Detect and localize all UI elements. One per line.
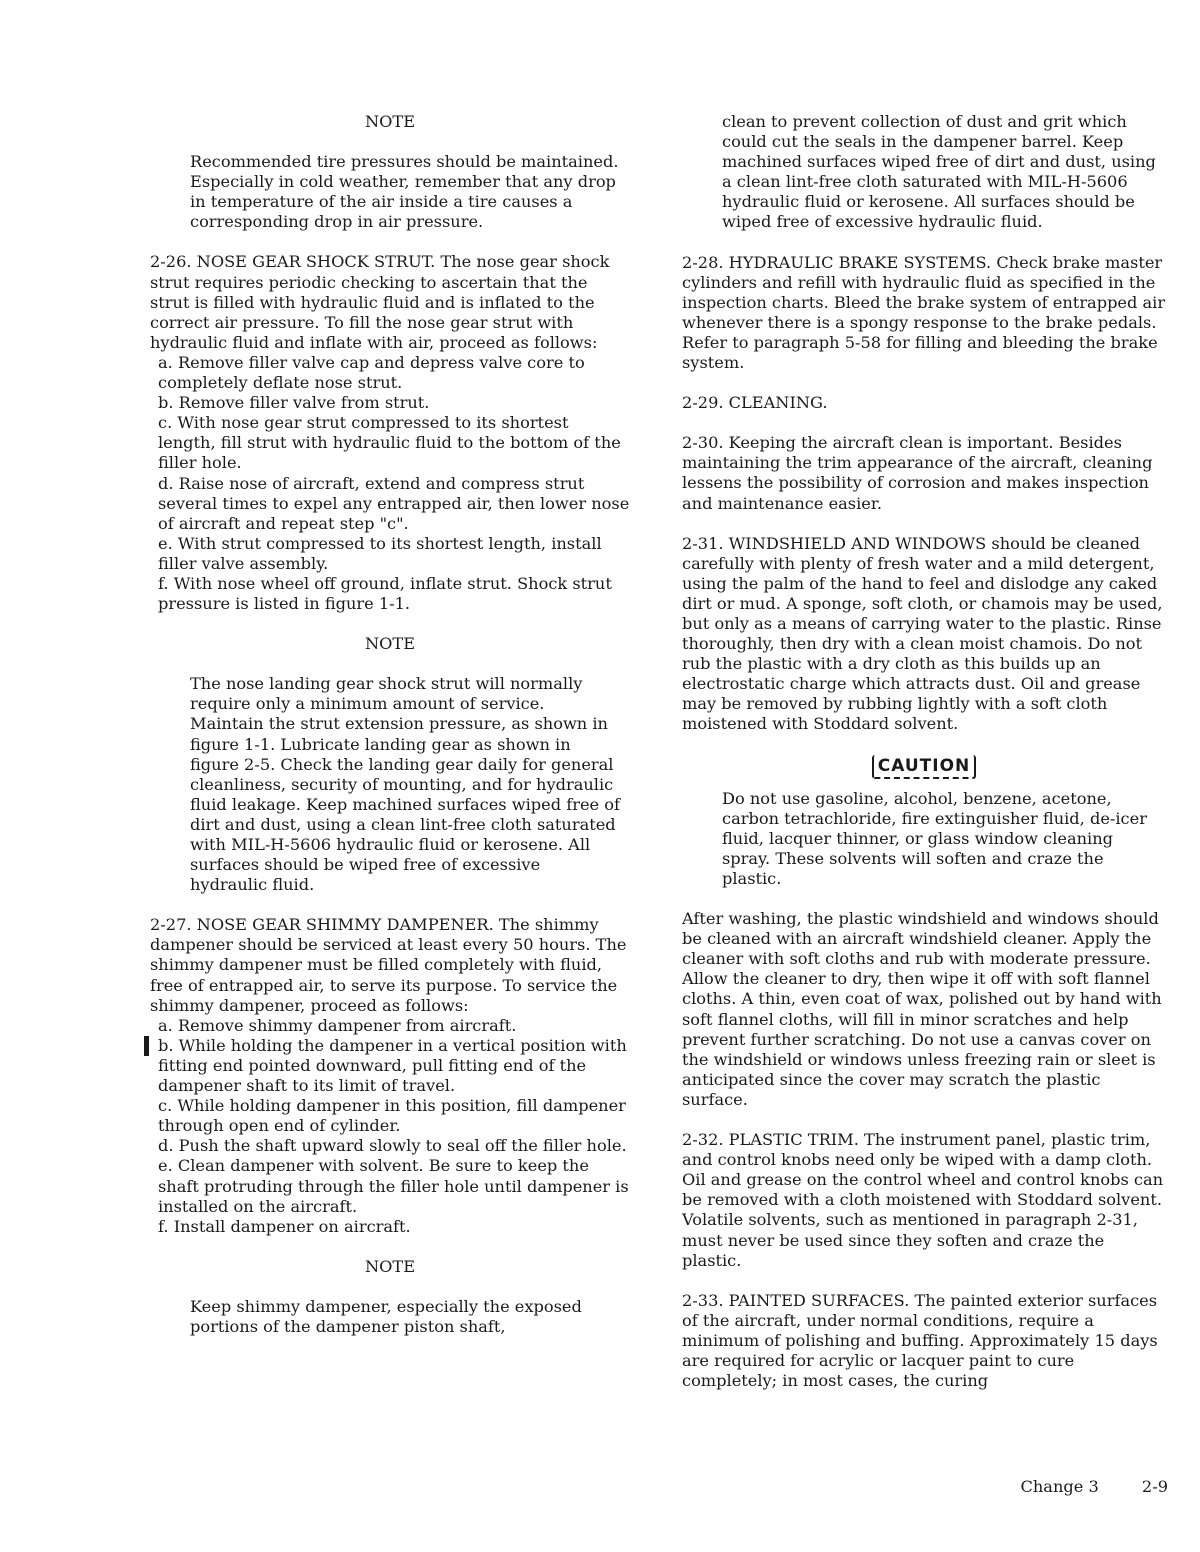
note-label: NOTE <box>364 112 416 131</box>
caution-text: Do not use gasoline, alcohol, benzene, acetone, carbon tetrachloride, fire extinguisher fluid, de-icer fluid, lacquer thinner, or glass window cleaning spray. These solvents will soften and craze the plastic. <box>722 788 1147 888</box>
change-bar <box>144 1036 149 1056</box>
step: f. Install dampener on aircraft. <box>158 1216 411 1236</box>
step: d. Raise nose of aircraft, extend and compress strut several times to expel any entrapped air, then lower nose of aircraft and repeat step "c". <box>158 473 630 533</box>
step: c. With nose gear strut compressed to its shortest length, fill strut with hydraulic fluid to the bottom of the filler hole. <box>158 413 621 473</box>
right-column <box>682 112 1166 1391</box>
paragraph-after-washing: After washing, the plastic windshield and windows should be cleaned with an aircraft windshield cleaner. Apply the cleaner with soft cloths and rub with moderate pressure. Allow the cleaner to dry, then wipe it off with soft flannel cloths. A thin, even coat of wax, polished out by hand with soft flannel cloths, will fill in minor scratches and help prevent further scratching. Do not use a canvas cover on the windshield or windows unless freezing rain or sleet is anticipated since the cover may scratch the plastic surface. <box>682 909 1162 1109</box>
paragraph-2-33: 2-33. PAINTED SURFACES. The painted exterior surfaces of the aircraft, under normal conditions, require a minimum of polishing and buffing. Approximately 15 days are required for acrylic or lacquer paint to cure completely; in most cases, the curing <box>682 1290 1158 1391</box>
step: f. With nose wheel off ground, inflate strut. Shock strut pressure is listed in figure 1-1. <box>158 573 612 614</box>
caution-label: CAUTION <box>872 755 977 779</box>
note-text: Recommended tire pressures should be maintained. Especially in cold weather, remember that any drop in temperature of the air inside a tire causes a corresponding drop in air pressure. <box>190 152 619 232</box>
note-label: NOTE <box>364 634 416 654</box>
note-label: NOTE <box>364 1256 416 1276</box>
paragraph-2-27: 2-27. NOSE GEAR SHIMMY DAMPENER. The shimmy dampener should be serviced at least every 50 hours. The shimmy dampener must be filled completely with fluid, free of entrapped air, to serve its purpose. To service the shimmy dampener, proceed as follows: <box>150 915 627 1015</box>
step: b. Remove filler valve from strut. <box>158 393 430 413</box>
step: a. Remove shimmy dampener from aircraft. <box>158 1015 517 1035</box>
paragraph-2-30: 2-30. Keeping the aircraft clean is important. Besides maintaining the trim appearance of the aircraft, cleaning lessens the possibility of corrosion and makes inspection and maintenance easier. <box>682 433 1153 513</box>
paragraph-2-29: 2-29. CLEANING. <box>682 393 828 413</box>
paragraph-2-26: 2-26. NOSE GEAR SHOCK STRUT. The nose gear shock strut requires periodic checking to ascertain that the strut is filled with hydraulic fluid and is inflated to the correct air pressure. To fill the nose gear strut with hydraulic fluid and inflate with air, proceed as follows: <box>150 252 610 352</box>
page-footer <box>1020 1477 1168 1496</box>
note-text: Keep shimmy dampener, especially the exposed portions of the dampener piston shaft, <box>190 1296 582 1336</box>
step: a. Remove filler valve cap and depress valve core to completely deflate nose strut. <box>158 352 585 393</box>
step: b. While holding the dampener in a vertical position with fitting end pointed downward, pull fitting end of the dampener shaft to its limit of travel. <box>158 1035 627 1096</box>
left-column <box>150 112 630 1357</box>
page-number: 2-9 <box>1141 1477 1168 1496</box>
caution-heading <box>682 755 1166 779</box>
step: c. While holding dampener in this position, fill dampener through open end of cylinder. <box>158 1096 626 1136</box>
change-number: Change 3 <box>1020 1477 1099 1496</box>
note-text: The nose landing gear shock strut will normally require only a minimum amount of service. Maintain the strut extension pressure, as shown in figure 1-1. Lubricate landing gear as shown in figure 2-5. Check the landing gear daily for general cleanliness, security of mounting, and for hydraulic fluid leakage. Keep machined surfaces wiped free of dirt and dust, using a clean lint-free cloth saturated with MIL-H-5606 hydraulic fluid or kerosene. All surfaces should be wiped free of excessive hydraulic fluid. <box>190 674 620 895</box>
paragraph-2-28: 2-28. HYDRAULIC BRAKE SYSTEMS. Check brake master cylinders and refill with hydraulic fluid as specified in the inspection charts. Bleed the brake system of entrapped air whenever there is a spongy response to the brake pedals. Refer to paragraph 5-58 for filling and bleeding the brake system. <box>682 252 1166 373</box>
note-text-continued: clean to prevent collection of dust and grit which could cut the seals in the dampener barrel. Keep machined surfaces wiped free of dirt and dust, using a clean lint-free cloth saturated with MIL-H-5606 hydraulic fluid or kerosene. All surfaces should be wiped free of excessive hydraulic fluid. <box>722 112 1156 232</box>
step: e. With strut compressed to its shortest length, install filler valve assembly. <box>158 533 602 573</box>
paragraph-2-32: 2-32. PLASTIC TRIM. The instrument panel, plastic trim, and control knobs need only be wiped with a damp cloth. Oil and grease on the control wheel and control knobs can be removed with a cloth moistened with Stoddard solvent. Volatile solvents, such as mentioned in paragraph 2-31, must never be used since they soften and craze the plastic. <box>682 1130 1164 1270</box>
step: e. Clean dampener with solvent. Be sure to keep the shaft protruding through the filler hole until dampener is installed on the aircraft. <box>158 1156 629 1216</box>
step: d. Push the shaft upward slowly to seal off the filler hole. <box>158 1136 627 1156</box>
paragraph-2-31: 2-31. WINDSHIELD AND WINDOWS should be cleaned carefully with plenty of fresh water and a mild detergent, using the palm of the hand to feel and dislodge any caked dirt or mud. A sponge, soft cloth, or chamois may be used, but only as a means of carrying water to the plastic. Rinse thoroughly, then dry with a clean moist chamois. Do not rub the plastic with a dry cloth as this builds up an electrostatic charge which attracts dust. Oil and grease may be removed by rubbing lightly with a soft cloth moistened with Stoddard solvent. <box>682 533 1163 734</box>
